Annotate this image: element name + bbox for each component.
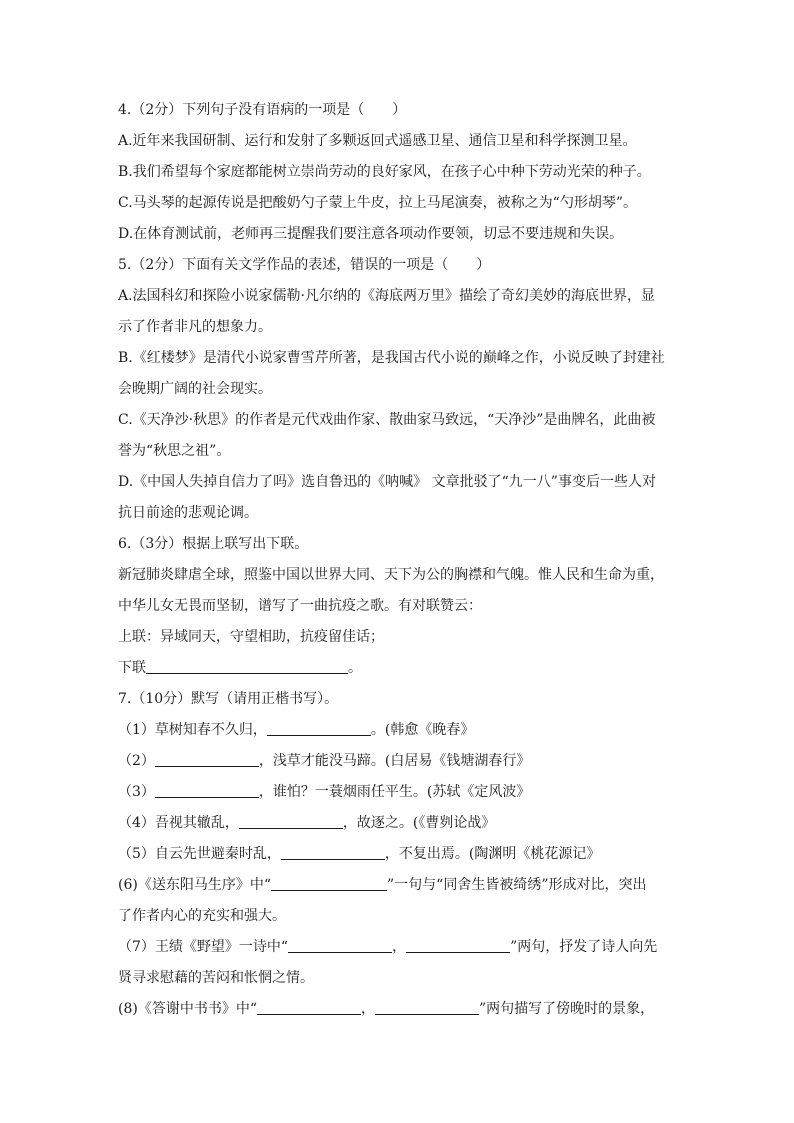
q7-item-8-blank-1[interactable]	[257, 1000, 361, 1015]
q6-passage-line1: 新冠肺炎肆虐全球，照鉴中国以世界大同、天下为公的胸襟和气魄。惟人民和生命为重，	[118, 567, 664, 583]
q7-item-2-blank[interactable]	[155, 752, 259, 767]
q7-item-6-blank[interactable]	[271, 876, 387, 891]
q7-item-6-rest: ”一句与“同舍生皆被绮绣”形成对比，突出	[387, 877, 647, 893]
q5-option-a-line1: A.法国科幻和探险小说家儒勒·凡尔纳的《海底两万里》描绘了奇幻美妙的海底世界，显	[118, 288, 656, 304]
q5-option-c-line1: C.《天净沙·秋思》的作者是元代戏曲作家、散曲家马致远，“天净沙”是曲牌名，此曲被	[118, 412, 656, 428]
q4-option-d: D.在体育测试前，老师再三提醒我们要注意各项动作要领，切忌不要违规和失误。	[118, 226, 624, 242]
q5-option-c-line2: 誉为“秋思之祖”。	[118, 443, 231, 459]
q7-item-4-source: ，故逐之。(《曹刿论战》	[342, 815, 496, 831]
q6-lower-couplet	[118, 658, 678, 689]
q6-upper-couplet: 上联：异域同天，守望相助，抗疫留佳话；	[118, 629, 384, 645]
q7-stem: 7.（10分）默写（请用正楷书写）。	[118, 691, 339, 707]
q5-option-b-line1: B.《红楼梦》是清代小说家曹雪芹所著，是我国古代小说的巅峰之作，小说反映了封建社	[118, 350, 665, 366]
q7-item-5-text: （5）自云先世避秦时乱，	[118, 846, 281, 862]
q7-item-2-text: ，浅草才能没马蹄。(白居易《钱塘湖春行》	[258, 753, 531, 769]
q7-item-1	[118, 720, 678, 751]
q7-item-4-text: （4）吾视其辙乱，	[118, 815, 239, 831]
q7-item-1-text: （1）草树知春不久归，	[118, 722, 267, 738]
q7-item-7-comma: ，	[392, 939, 407, 955]
q5-option-d-line2: 抗日前途的悲观论调。	[118, 505, 258, 521]
q4-option-c: C.马头琴的起源传说是把酸奶勺子蒙上牛皮，拉上马尾演奏，被称之为“勺形胡琴”。	[118, 195, 637, 211]
q7-item-7-blank-1[interactable]	[288, 938, 392, 953]
q7-item-7-rest: ”两句，抒发了诗人向先	[510, 939, 658, 955]
q7-item-3-number: （3）	[118, 784, 155, 800]
q7-item-8-comma: ，	[361, 1001, 375, 1017]
q7-item-1-blank[interactable]	[267, 721, 371, 736]
q5-option-d-line1: D.《中国人失掉自信力了吗》选自鲁迅的《呐喊》 文章批驳了“九一八”事变后一些人对	[118, 474, 656, 490]
q7-item-4-blank[interactable]	[239, 814, 343, 829]
q7-item-4	[118, 813, 678, 844]
q6-lower-prefix: 下联	[118, 660, 146, 676]
q7-item-1-source: 。(韩愈《晚春》	[370, 722, 475, 738]
q7-item-5	[118, 844, 678, 875]
q7-item-6	[118, 875, 678, 906]
q7-item-5-source: ，不复出焉。(陶渊明《桃花源记》	[384, 846, 601, 862]
q4-option-b: B.我们希望每个家庭都能树立崇尚劳动的良好家风，在孩子心中种下劳动光荣的种子。	[118, 164, 651, 180]
q4-stem: 4.（2分）下列句子没有语病的一项是（ ）	[118, 102, 407, 118]
q5-option-a-line2: 示了作者非凡的想象力。	[118, 319, 272, 335]
q7-item-3-blank[interactable]	[155, 783, 259, 798]
q7-item-8-text: (8)《答谢中书书》中“	[118, 1001, 257, 1017]
question-content	[118, 100, 678, 1030]
q7-item-8	[118, 999, 678, 1030]
q7-item-5-blank[interactable]	[281, 845, 385, 860]
q7-item-2-number: （2）	[118, 753, 155, 769]
q7-item-6-text: (6)《送东阳马生序》中“	[118, 877, 271, 893]
q6-passage-line2: 中华儿女无畏而坚韧，谱写了一曲抗疫之歌。有对联赞云：	[118, 598, 482, 614]
q7-item-6-line2: 了作者内心的充实和强大。	[118, 908, 286, 924]
q7-item-8-rest: ”两句描写了傍晚时的景象，	[479, 1001, 655, 1017]
q7-item-7	[118, 937, 678, 968]
q4-option-a: A.近年来我国研制、运行和发射了多颗返回式遥感卫星、通信卫星和科学探测卫星。	[118, 133, 637, 149]
q7-item-8-blank-2[interactable]	[375, 1000, 479, 1015]
q7-item-7-text: （7）王绩《野望》一诗中“	[118, 939, 289, 955]
q6-stem: 6.（3分）根据上联写出下联。	[118, 536, 309, 552]
q5-stem: 5.（2分）下面有关文学作品的表述，错误的一项是（ ）	[118, 257, 491, 273]
q7-item-7-blank-2[interactable]	[406, 938, 510, 953]
q7-item-2	[118, 751, 678, 782]
q7-item-3-text: ，谁怕？一蓑烟雨任平生。(苏轼《定风波》	[258, 784, 531, 800]
q6-answer-blank[interactable]	[146, 659, 348, 674]
q5-option-b-line2: 会晚期广阔的社会现实。	[118, 381, 272, 397]
q7-item-7-line2: 贤寻求慰藉的苦闷和怅惘之情。	[118, 970, 314, 986]
q7-item-3	[118, 782, 678, 813]
q6-lower-suffix: 。	[348, 660, 362, 676]
